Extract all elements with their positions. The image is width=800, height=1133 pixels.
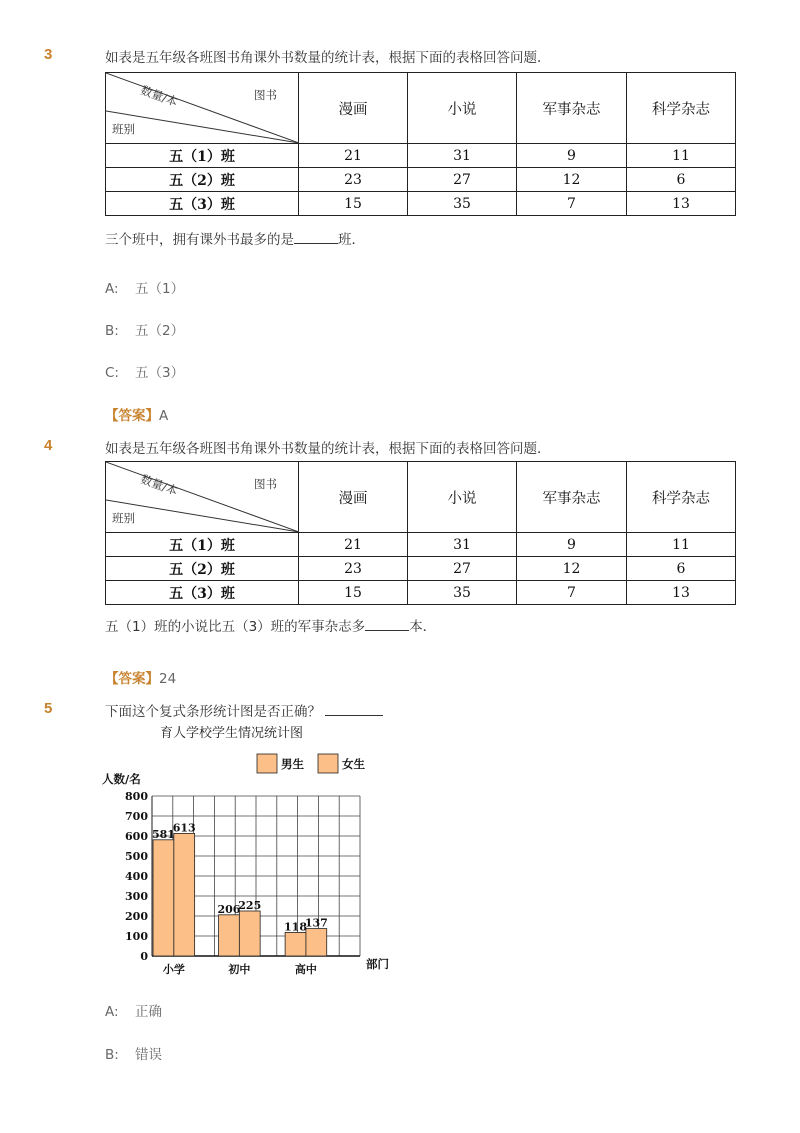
diag-label-quantity: 数量/本 (138, 471, 180, 499)
question-3-prompt (105, 228, 365, 248)
option-letter: C: (105, 365, 119, 381)
table-cell: 23 (299, 168, 408, 192)
table-row (106, 168, 736, 192)
data-label: 225 (238, 899, 262, 912)
y-tick-label: 100 (125, 930, 148, 943)
chart-bars (153, 833, 327, 956)
row-class-label: 五（2）班 (106, 557, 299, 581)
answer-blank (294, 231, 338, 244)
data-label: 613 (172, 821, 196, 835)
question-4-prompt (105, 615, 436, 635)
y-tick-label: 300 (125, 890, 148, 903)
row-class-label: 五（1）班 (106, 533, 299, 557)
question-4-prompt-pre: 五（1）班的小说比五（3）班的军事杂志多 (105, 619, 366, 635)
table-cell: 35 (408, 581, 517, 605)
answer-blank (325, 703, 383, 716)
option-a[interactable] (105, 1000, 162, 1020)
table-cell: 23 (299, 557, 408, 581)
column-header: 科学杂志 (627, 462, 736, 533)
option-text: 错误 (135, 1047, 162, 1063)
table-cell: 27 (408, 557, 517, 581)
question-3-prompt-pre: 三个班中，拥有课外书最多的是 (105, 232, 294, 248)
data-label: 137 (304, 916, 328, 930)
bar-男生 (285, 932, 306, 956)
column-header: 漫画 (299, 73, 408, 144)
option-c[interactable] (105, 361, 184, 381)
table-cell: 7 (517, 581, 627, 605)
table-cell: 21 (299, 144, 408, 168)
option-letter: A: (105, 1004, 119, 1020)
option-text: 五（3） (135, 365, 185, 381)
table-cell: 12 (517, 168, 627, 192)
table-row (106, 533, 736, 557)
column-header: 科学杂志 (627, 73, 736, 144)
x-tick-label: 初中 (228, 963, 251, 975)
y-axis-label: 人数/名 (102, 772, 141, 786)
table-row (106, 557, 736, 581)
option-b[interactable] (105, 1043, 162, 1063)
table-row (106, 144, 736, 168)
question-3-number: 3 (44, 46, 53, 63)
table-cell: 27 (408, 168, 517, 192)
stats-table-q3 (105, 72, 736, 216)
question-4-stem: 如表是五年级各班图书角课外书数量的统计表，根据下面的表格回答问题． (105, 441, 551, 457)
stats-table-q4 (105, 461, 736, 605)
diagonal-header-cell (106, 73, 299, 144)
table-cell: 13 (627, 581, 736, 605)
table-cell: 7 (517, 192, 627, 216)
question-4-prompt-post: 本． (409, 619, 437, 635)
y-tick-label: 0 (140, 950, 148, 963)
y-tick-label: 800 (125, 790, 148, 803)
table-cell: 21 (299, 533, 408, 557)
column-header: 漫画 (299, 462, 408, 533)
table-cell: 13 (627, 192, 736, 216)
column-header: 军事杂志 (517, 73, 627, 144)
table-cell: 15 (299, 581, 408, 605)
answer-tag: 【答案】 (105, 408, 159, 424)
row-class-label: 五（1）班 (106, 144, 299, 168)
bar-女生 (239, 911, 260, 956)
bar-女生 (174, 833, 195, 956)
table-cell: 11 (627, 533, 736, 557)
table-cell: 31 (408, 533, 517, 557)
y-tick-label: 400 (125, 870, 148, 883)
legend-label: 男生 (281, 757, 304, 771)
column-header: 小说 (408, 73, 517, 144)
answer-tag: 【答案】 (105, 671, 159, 687)
table-cell: 9 (517, 533, 627, 557)
table-cell: 6 (627, 168, 736, 192)
bar-chart (100, 745, 410, 975)
table-cell: 12 (517, 557, 627, 581)
column-header: 军事杂志 (517, 462, 627, 533)
table-cell: 6 (627, 557, 736, 581)
diag-label-class: 班别 (112, 122, 135, 136)
table-cell: 35 (408, 192, 517, 216)
bar-男生 (153, 840, 174, 956)
x-axis-label: 部门 (366, 957, 389, 971)
legend-swatch (318, 754, 338, 773)
question-5-number: 5 (44, 700, 53, 717)
table-row (106, 192, 736, 216)
table-row (106, 581, 736, 605)
data-label: 581 (151, 827, 175, 841)
option-a[interactable] (105, 277, 184, 297)
chart-legend (257, 754, 365, 773)
y-tick-label: 600 (125, 830, 148, 843)
row-class-label: 五（3）班 (106, 581, 299, 605)
option-text: 五（1） (135, 281, 185, 297)
question-5-stem (105, 700, 383, 720)
question-3-prompt-post: 班． (338, 232, 365, 248)
legend-swatch (257, 754, 277, 773)
row-class-label: 五（2）班 (106, 168, 299, 192)
answer-value: 24 (159, 671, 177, 687)
answer-q3 (105, 404, 168, 424)
table-cell: 9 (517, 144, 627, 168)
diag-label-books: 图书 (254, 88, 277, 102)
question-5-stem-text: 下面这个复式条形统计图是否正确？ (105, 704, 321, 720)
option-text: 正确 (135, 1004, 162, 1020)
diagonal-header-cell (106, 462, 299, 533)
bar-男生 (219, 915, 240, 956)
x-tick-label: 小学 (162, 963, 185, 975)
answer-q4 (105, 667, 176, 687)
option-b[interactable] (105, 319, 184, 339)
data-label: 206 (217, 902, 241, 916)
x-tick-label: 高中 (294, 963, 317, 975)
option-letter: B: (105, 1047, 119, 1063)
option-text: 五（2） (135, 323, 185, 339)
bar-女生 (306, 929, 327, 956)
table-cell: 15 (299, 192, 408, 216)
diag-label-books: 图书 (254, 477, 277, 491)
y-tick-label: 500 (125, 850, 148, 863)
answer-value: A (159, 408, 169, 424)
y-tick-label: 700 (125, 810, 148, 823)
option-letter: B: (105, 323, 119, 339)
chart-title: 育人学校学生情况统计图 (160, 726, 304, 741)
table-cell: 11 (627, 144, 736, 168)
question-4-number: 4 (44, 437, 53, 454)
question-3-stem: 如表是五年级各班图书角课外书数量的统计表，根据下面的表格回答问题． (105, 50, 551, 66)
answer-blank (365, 618, 409, 631)
diag-label-class: 班别 (112, 511, 135, 525)
y-tick-label: 200 (125, 910, 148, 923)
option-letter: A: (105, 281, 119, 297)
row-class-label: 五（3）班 (106, 192, 299, 216)
column-header: 小说 (408, 462, 517, 533)
table-cell: 31 (408, 144, 517, 168)
legend-label: 女生 (342, 757, 365, 771)
data-label: 118 (284, 920, 308, 934)
diag-label-quantity: 数量/本 (138, 82, 180, 110)
